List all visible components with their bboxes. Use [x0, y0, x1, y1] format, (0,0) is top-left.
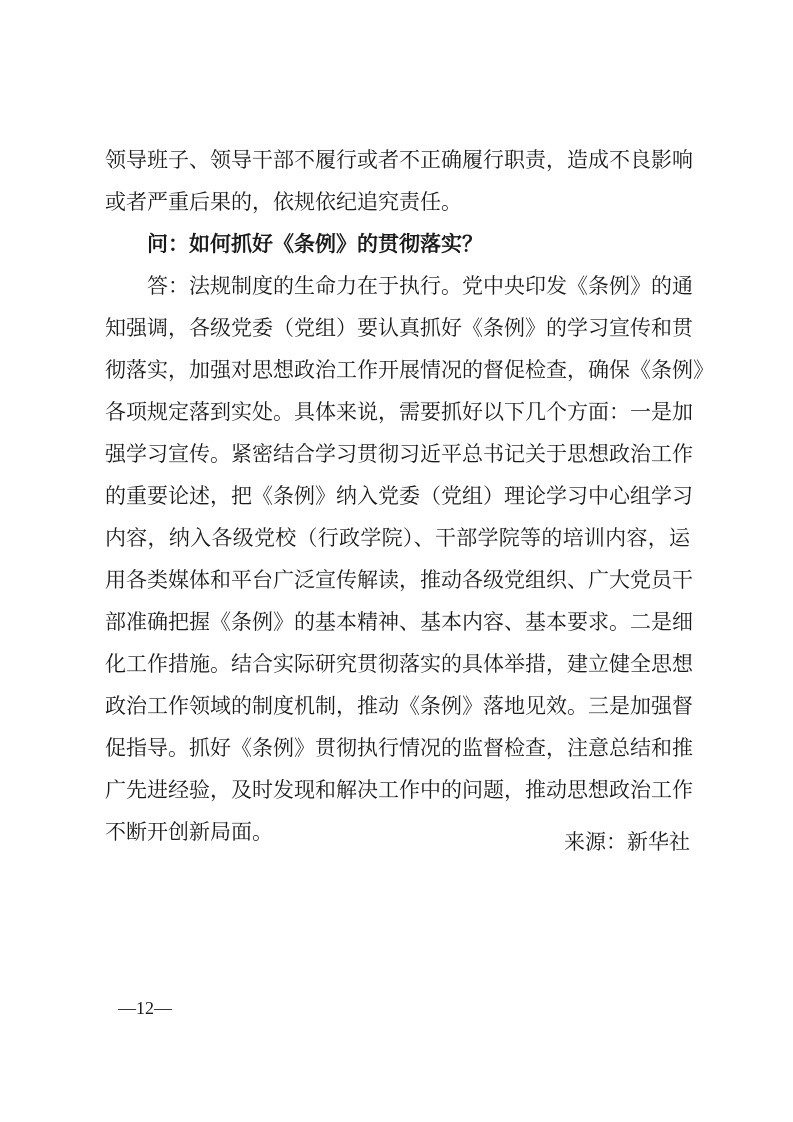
answer-line: 广先进经验，及时发现和解决工作中的问题，推动思想政治工作: [105, 778, 693, 802]
answer-line: 不断开创新局面。: [105, 820, 273, 844]
answer-line: 的重要论述，把《条例》纳入党委（党组）理论学习中心组学习: [105, 484, 693, 508]
paragraph-line: 领导班子、领导干部不履行或者不正确履行职责，造成不良影响: [105, 148, 693, 172]
page-number: —12—: [118, 998, 172, 1018]
paragraph-line: 或者严重后果的，依规依纪追究责任。: [105, 190, 462, 214]
source-attribution: 来源：新华社: [564, 830, 690, 854]
answer-line: 知强调，各级党委（党组）要认真抓好《条例》的学习宣传和贯: [105, 316, 693, 340]
answer-line: 部准确把握《条例》的基本精神、基本内容、基本要求。二是细: [105, 610, 693, 634]
answer-line: 化工作措施。结合实际研究贯彻落实的具体举措，建立健全思想: [105, 652, 693, 676]
answer-line: 强学习宣传。紧密结合学习贯彻习近平总书记关于思想政治工作: [105, 442, 693, 466]
question-heading: 问：如何抓好《条例》的贯彻落实？: [147, 232, 483, 256]
answer-line: 各项规定落到实处。具体来说，需要抓好以下几个方面：一是加: [105, 400, 693, 424]
answer-line: 答：法规制度的生命力在于执行。党中央印发《条例》的通: [147, 274, 693, 298]
answer-line: 内容，纳入各级党校（行政学院）、干部学院等的培训内容，运: [105, 526, 690, 550]
answer-line: 用各类媒体和平台广泛宣传解读，推动各级党组织、广大党员干: [105, 568, 693, 592]
answer-line: 彻落实，加强对思想政治工作开展情况的督促检查，确保《条例》: [105, 358, 714, 382]
answer-line: 促指导。抓好《条例》贯彻执行情况的监督检查，注意总结和推: [105, 736, 693, 760]
answer-line: 政治工作领域的制度机制，推动《条例》落地见效。三是加强督: [105, 694, 693, 718]
